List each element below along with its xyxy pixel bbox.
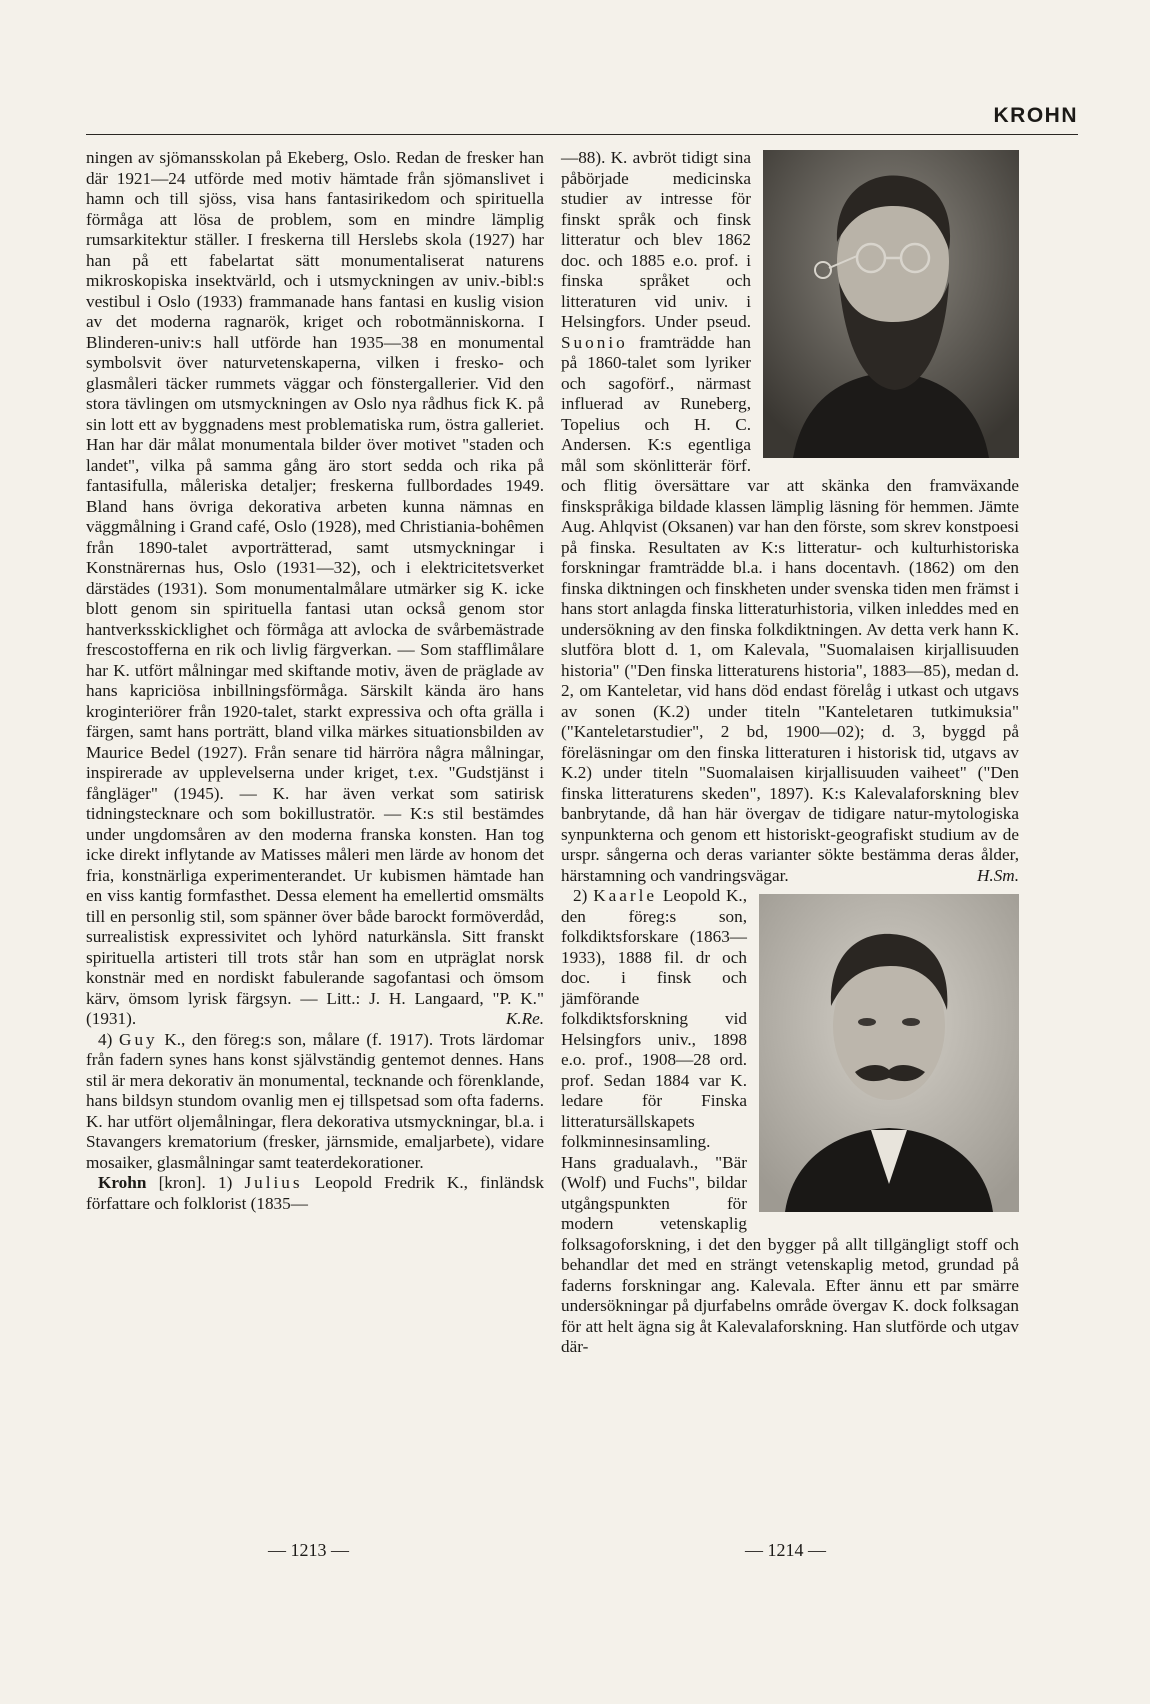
entry-number: 4)	[98, 1029, 113, 1049]
paragraph-guy-krohn	[86, 1030, 544, 1174]
left-column	[86, 148, 544, 1214]
portrait-julius-krohn-image	[763, 150, 1019, 458]
page-number-left: — 1213 —	[268, 1540, 349, 1560]
paragraph-text: framträdde han på 1860-talet som lyriker och sagoförf., närmast influerad av Runeberg, Topelius och H. C. Andersen. K:s egentliga mål som skönlitterär förf. och flitig översättare var att skänka den framväxande finskspråkiga bildade klassen lämplig läsning för hemmen. Jämte Aug. Ahlqvist (Oksanen) var han den förste, som skrev konstpoesi på finska. Resultaten av K:s litteratur- och kulturhistoriska forskningar framträdde bl.a. i hans docentavh. (1862) om den finska diktningen och finskheten under svenska tiden men främst i hans stort anlagda finska litteraturhistoria, vilken inleddes med en undersökning av den finska folkdiktningen. Av detta verk hann K. slutföra blott d. 1, om Kalevala, "Suomalaisen kirjallisuuden historia" ("Den finska litteraturens historia", 1883—85), medan d. 2, om Kanteletar, vid hans död endast förelåg i utkast och utgavs av sonen (K.2) under titeln "Kanteletaren tutkimuksia" ("Kanteletarstudier", 2 bd, 1900—02); d. 3, byggd på föreläsningar om den finska litteraturen i historisk tid, utgavs av K.2) under titeln "Suomalaisen kirjallisuuden vaiheet" ("Den finska litteraturens skeden", 1897). K:s Kalevalaforskning blev banbrytande, då han här övergav de tidigare natur-mytologiska synpunkterna och genom ett historiskt-geografiskt studium av de urspr. sångerna och deras varianter sökte bestämma deras ålder, härstamning och vandringsvägar.	[561, 332, 1019, 885]
pronunciation: [kron].	[158, 1173, 206, 1192]
entry-number: 2)	[573, 886, 588, 905]
paragraph-krohn-heading	[86, 1173, 544, 1214]
running-head: KROHN	[993, 104, 1078, 127]
page-number-right: — 1214 —	[745, 1540, 826, 1560]
pseudonym: Suonio	[561, 332, 628, 352]
entry-headword: Krohn	[98, 1173, 147, 1192]
right-column	[561, 148, 1019, 1358]
header-rule	[86, 134, 1078, 135]
paragraph-text: K., den föreg:s son, målare (f. 1917). Trots lärdomar från fadern synes hans konst självständig gentemot dennes. Hans stil är mera dekorativ än monumental, tecknande och förenklande, hans bildsyn stundom ovanlig men ej tillspetsad som ofta faderns. K. har utfört oljemålningar, flera dekorativa utsmyckningar, bl.a. i Stavangers krematorium (fresker, järnsmide, emaljarbete), vidare mosaiker, glasmålningar samt teaterdekorationer.	[86, 1029, 544, 1172]
paragraph-text: Leopold Fredrik K., finländsk författare och folklorist (1835—	[86, 1173, 545, 1213]
author-signature: H.Sm.	[976, 865, 1019, 885]
entry-number: 1)	[217, 1173, 233, 1192]
paragraph-text: —88). K. avbröt tidigt sina påbörjade medicinska studier av intresse för finskt språk och finsk litteratur och blev 1862 doc. och 1885 e.o. prof. i finska språket och litteraturen vid univ. i Helsingfors. Under pseud.	[561, 148, 751, 331]
portrait-kaarle-krohn-image	[759, 894, 1019, 1212]
portrait-kaarle-krohn	[759, 894, 1019, 1212]
paragraph-text: Leopold K., den föreg:s son, folkdiktsforskare (1863—1933), 1888 fil. dr och doc. i finsk och jämförande folkdiktsforskning vid Helsingfors univ., 1898 e.o. prof., 1908—28 ord. prof. Sedan 1884 var K. ledare för Finska litteratursällskapets folkminnesinsamling. Hans gradualavh., "Bär (Wolf) und Fuchs", bildar utgångspunkten för modern vetenskaplig folksagoforskning, i det den bygger på allt tillgängligt stoff och behandlar det med en strängt vetenskaplig metod, grundad på faderns forskningar ang. Kalevala. Efter ännu ett par smärre undersökningar på djurfabelns område övergav K. dock folksagan för att helt ägna sig åt Kalevalaforskning. Han slutförde och utgav där-	[561, 886, 1019, 1356]
entry-person-name: Guy	[119, 1029, 158, 1049]
paragraph-krohn-per	[86, 148, 544, 1030]
paragraph-text: ningen av sjömansskolan på Ekeberg, Oslo. Redan de fresker han där 1921—24 utförde med motiv hämtade från sjömanslivet i hamn och till sjöss, visa hans fantasirikedom och spirituella förmåga att lösa de problem, som en mindre lämplig rumsarkitektur ställer. I freskerna till Herslebs skola (1927) har han på ett fabelartat sätt monumentaliserat naturens mikroskopiska insektvärld, och i utsmyckningen av univ.-bibl:s vestibul i Oslo (1933) frammanade hans fantasi en kuslig vision av det moderna ragnarök, kriget och robotmänniskorna. I Blinderen-univ:s hall utförde han 1935—38 en monumental symbolsvit över naturvetenskaperna, vilken i fresko- och glasmåleri täcker rummets väggar och fönstergallerier. Vid den stora tävlingen om utsmyckningen av Oslo nya rådhus fick K. på sin lott ett av byggnadens mest problematiska rum, östra galleriet. Han har där målat monumentala bilder över motivet "staden och landet", vilka på samma gång äro stort sedda och rika på fantasifulla, måleriska detaljer; freskerna fullbordades 1949. Bland hans övriga dekorativa arbeten kunna nämnas en väggmålning i Grand café, Oslo (1928), med Christiania-bohêmen från 1890-talet avporträtterad, samt utsmyckningar i Konstnärernas hus, Oslo (1931—32), och i elektricitetsverket därstädes (1931). Som monumentalmålare utmärker sig K. icke blott genom sin spirituella fantasi utan också genom stor hantverksskicklighet och förmåga att avlocka de svårbemästrade frescostofferna en rik och livlig färgverkan. — Som stafflimålare har K. utfört målningar med skiftande motiv, även de präglade av hans kapriciösa inbillningsförmåga. Särskilt kända äro hans kroginteriörer från 1920-talet, starkt expressiva och ofta grälla i färgen, samt hans porträtt, bland vilka märkes situationsbilden av Maurice Bedel (1927). Från senare tid härröra några målningar, inspirerade av upplevelserna under kriget, t.ex. "Gudstjänst i fångläger" (1945). — K. har även verkat som satirisk tidningstecknare och som bokillustratör. — K:s stil bestämdes under ungdomsåren av den moderna franska konsten. Han tog icke direkt inflytande av Matisses måleri men lärde av honom det fria, konstnärliga experimenterandet. Ur kubismen hämtade han en viss kantig formfasthet. Dessa element ha emellertid omsmälts till en personlig stil, som spänner över både barockt formöverdåd, surrealistisk expressivitet och lyhörd naturkänsla. Sitt franskt spirituella artisteri till trots står han som en utpräglat norsk konstnär med en nordiskt fabulerande sagofantasi och ömsom kärv, ömsom lyrisk färgsyn. — Litt.: J. H. Langaard, "P. K." (1931).	[86, 148, 544, 1028]
entry-person-name: Julius	[244, 1173, 303, 1192]
portrait-julius-krohn	[763, 150, 1019, 458]
entry-person-name: Kaarle	[593, 886, 657, 905]
author-signature: K.Re.	[505, 1009, 544, 1028]
